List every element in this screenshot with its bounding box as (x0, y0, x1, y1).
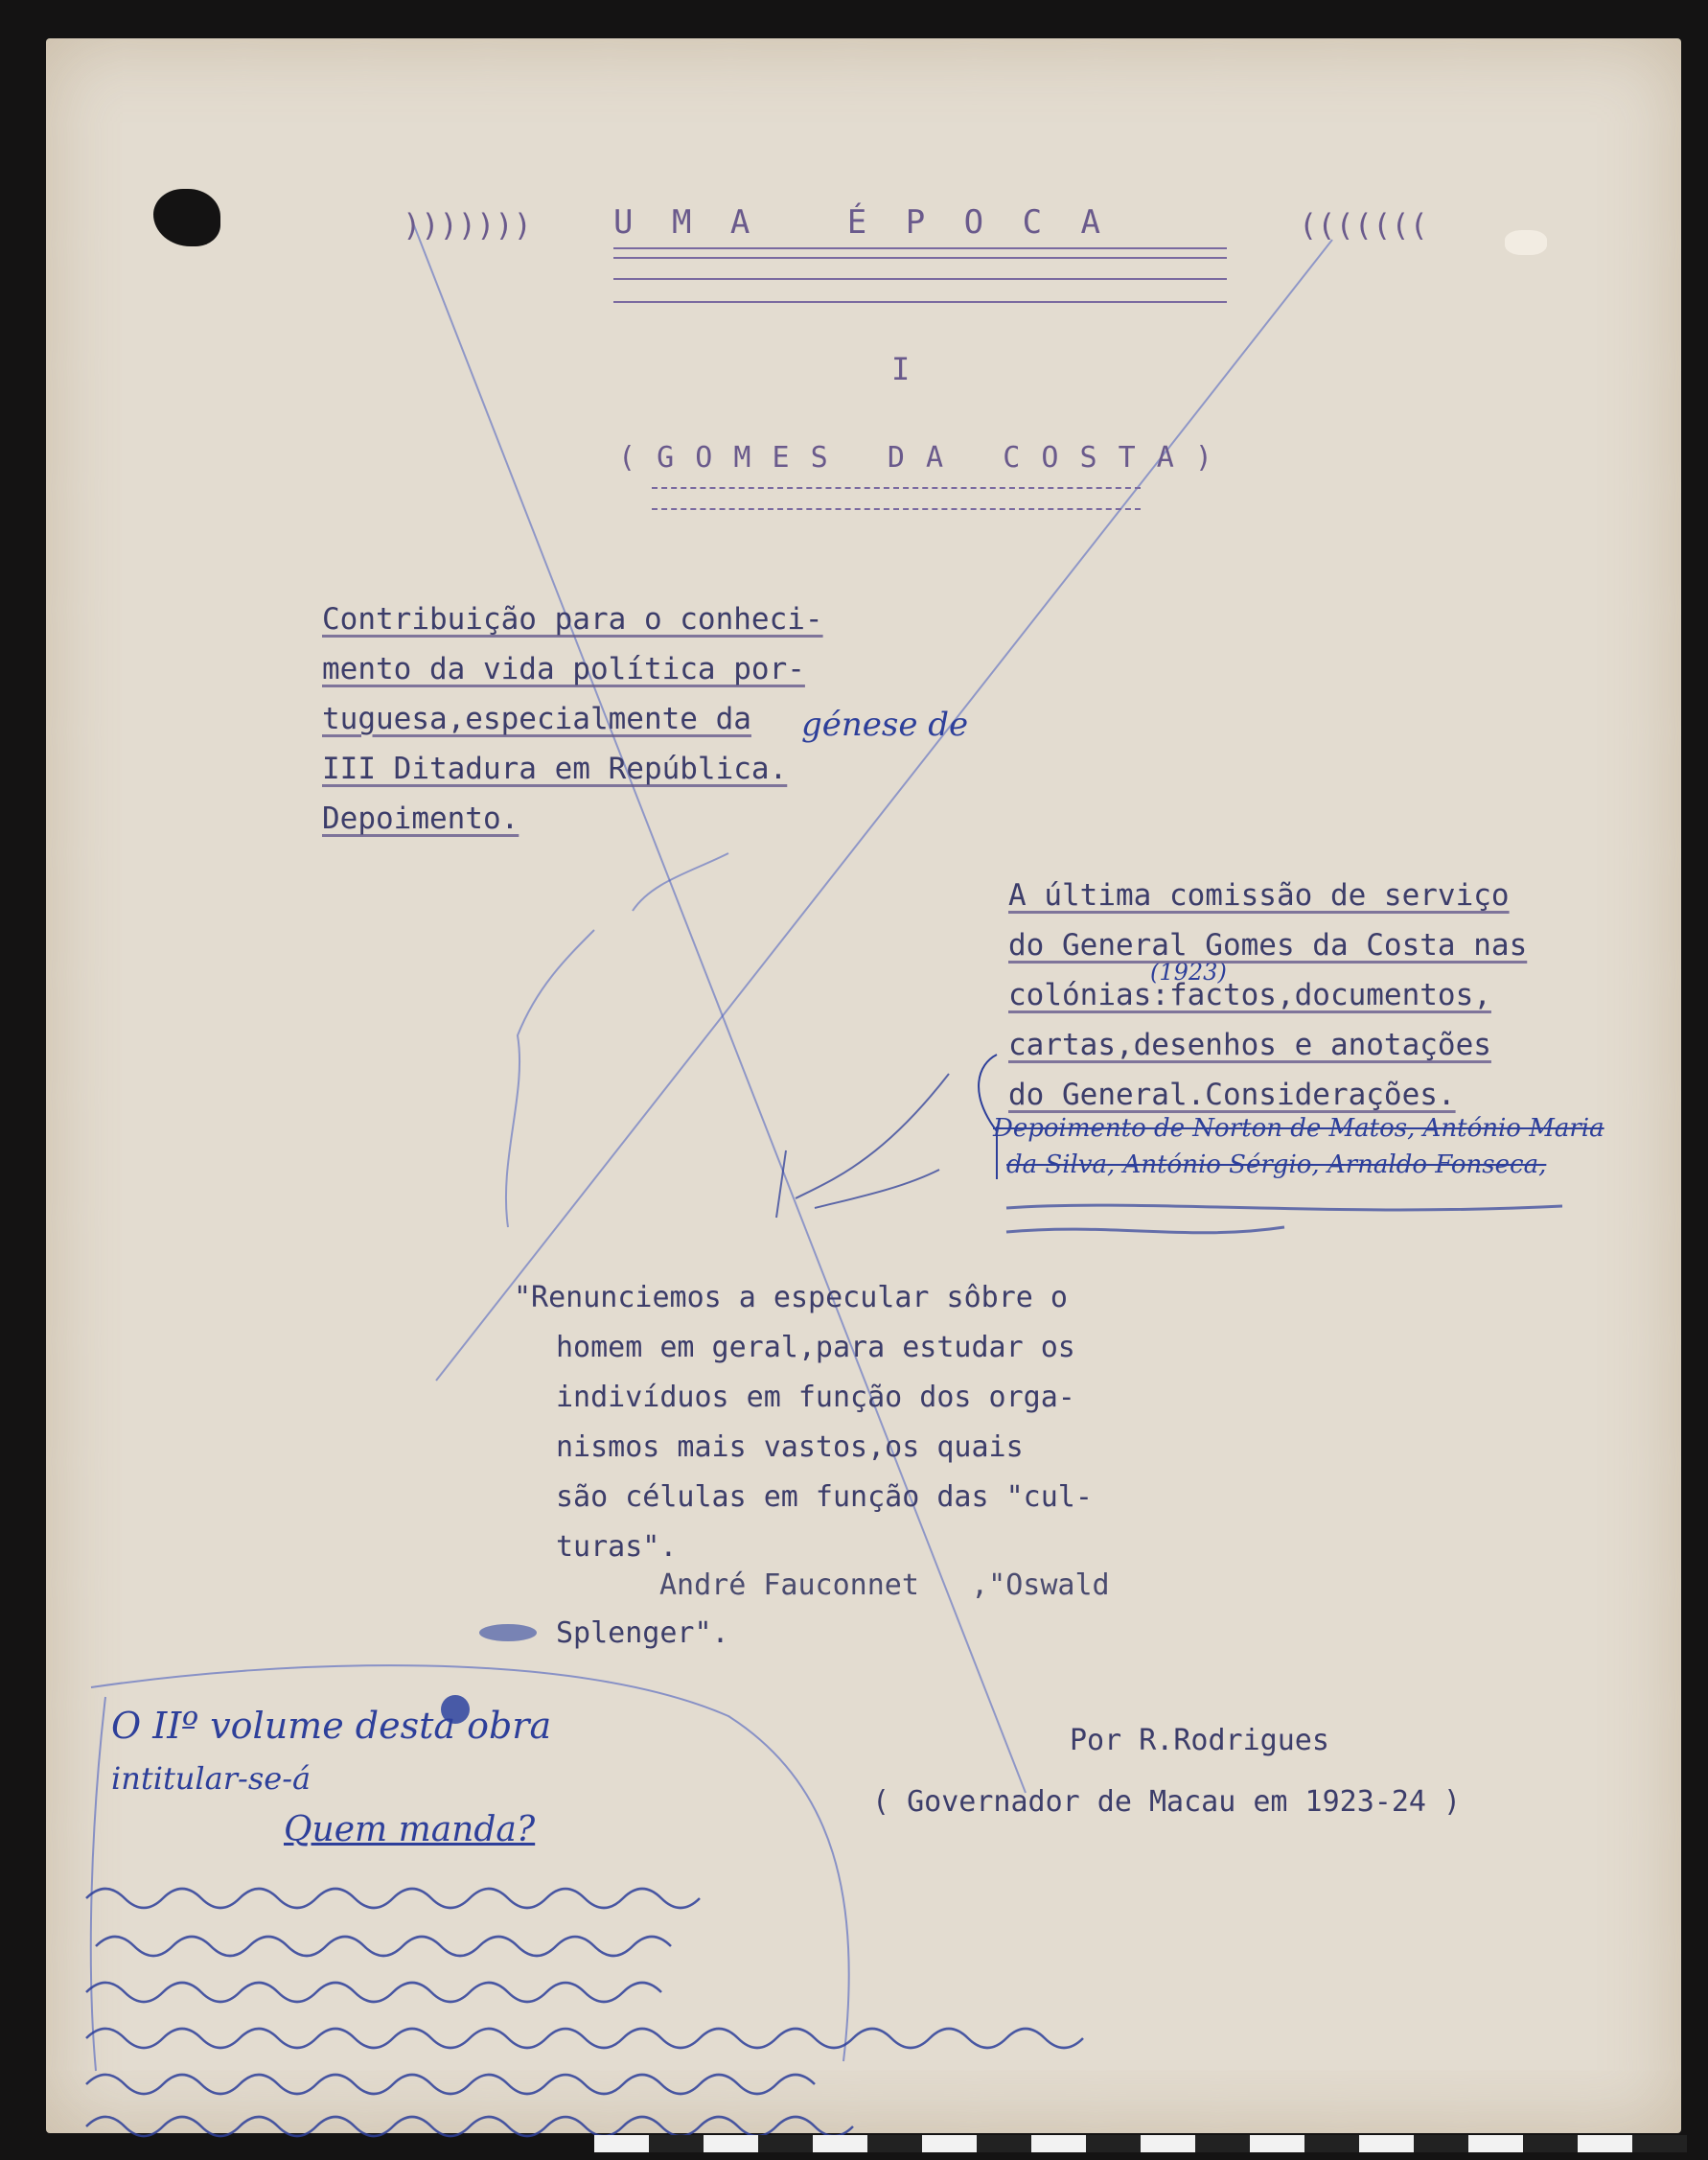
handwritten-insert: génese de (801, 706, 969, 744)
volume-note-title: Quem manda? (284, 1810, 536, 1849)
pen-scribble (757, 1055, 987, 1227)
right-ornament: ((((((( (1299, 207, 1428, 244)
left-ornament: ))))))) (403, 207, 532, 244)
title-rule-3 (613, 278, 1227, 280)
subtitle-dash-1 (652, 487, 1141, 489)
intro-line: III Ditadura em República. (322, 752, 788, 786)
volume-note: intitular-se-á (111, 1760, 312, 1797)
handwritten-year: (1923) (1150, 959, 1227, 986)
handwritten-paragraph (77, 1879, 1304, 2138)
commission-line: do General Gomes da Costa nas (1008, 928, 1528, 963)
color-scale-bar (594, 2135, 1687, 2152)
quote-attribution: Splenger". (556, 1616, 729, 1650)
intro-line: Depoimento. (322, 801, 519, 836)
quote-line: "Renunciemos a especular sôbre o (514, 1281, 1068, 1314)
subtitle: ( G O M E S D A C O S T A ) (618, 441, 1214, 475)
quote-line: indivíduos em função dos orga- (556, 1381, 1075, 1414)
struck-note-line: da Silva, António Sérgio, Arnaldo Fonseca, (1006, 1150, 1547, 1179)
subtitle-dash-2 (652, 508, 1141, 510)
quote-line: homem em geral,para estudar os (556, 1331, 1075, 1364)
document-title: U M A É P O C A (613, 203, 1110, 242)
intro-line: Contribuição para o conheci- (322, 602, 823, 637)
intro-line: tuguesa,especialmente da (322, 702, 751, 736)
title-rule-2 (613, 257, 1227, 259)
title-rule-4 (613, 301, 1227, 303)
quote-line: turas". (556, 1530, 678, 1564)
intro-line: mento da vida política por- (322, 652, 805, 686)
author-byline: Por R.Rodrigues (1070, 1724, 1329, 1757)
quote-line: nismos mais vastos,os quais (556, 1430, 1024, 1464)
quote-line: são células em função das "cul- (556, 1480, 1093, 1514)
commission-line: do General.Considerações. (1008, 1078, 1456, 1112)
commission-line: A última comissão de serviço (1008, 878, 1510, 913)
struck-note-line: Depoimento de Norton de Matos, António Maria (993, 1114, 1604, 1143)
ink-blot (479, 1624, 537, 1641)
title-rule-1 (613, 247, 1227, 249)
scribble-strike (997, 1189, 1572, 1246)
quote-attribution: André Fauconnet ,"Oswald (659, 1568, 1110, 1602)
commission-line: colónias:factos,documentos, (1008, 978, 1491, 1012)
author-role: ( Governador de Macau em 1923-24 ) (872, 1785, 1462, 1819)
commission-line: cartas,desenhos e anotações (1008, 1028, 1491, 1062)
roman-numeral: I (891, 351, 911, 387)
volume-note: O IIº volume desta obra (111, 1705, 552, 1747)
